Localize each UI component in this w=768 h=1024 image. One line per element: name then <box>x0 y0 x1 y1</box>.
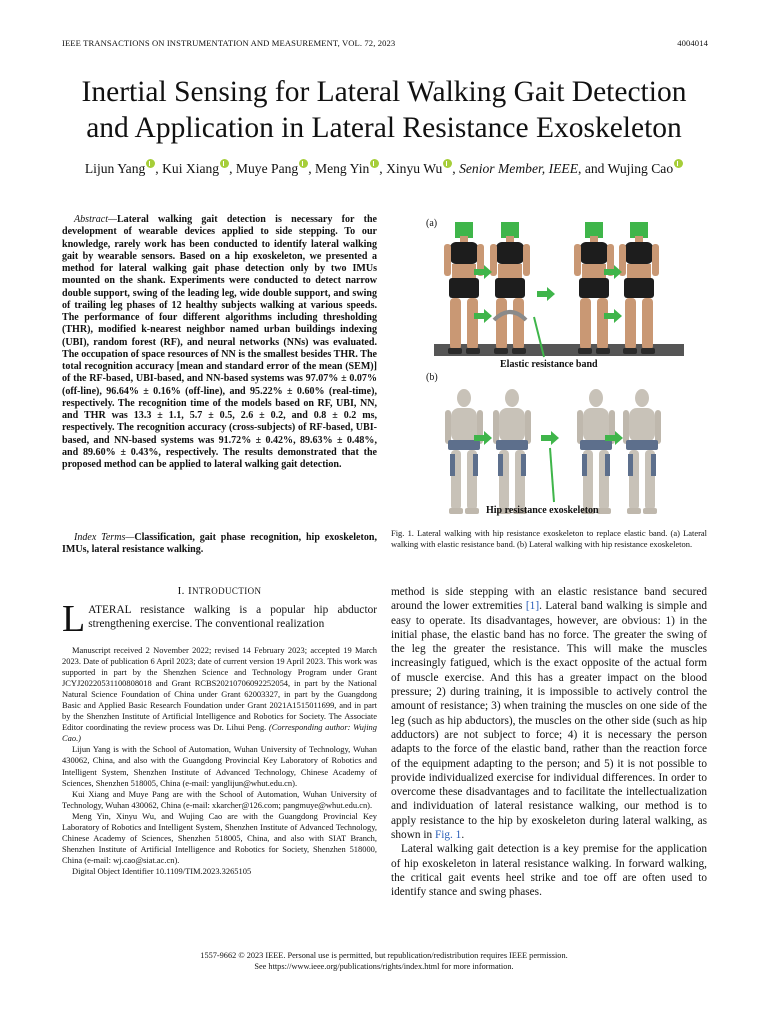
body-paragraph <box>391 585 707 842</box>
author-name: , Muye Pang <box>229 161 299 176</box>
author-name: Lijun Yang <box>84 161 146 176</box>
subject-figure <box>574 222 614 354</box>
exo-pointer <box>550 448 554 502</box>
panel-a-label: (a) <box>426 218 438 229</box>
body-text: . <box>461 829 465 842</box>
footnotes <box>62 645 377 877</box>
elastic-band-label: Elastic resistance band <box>500 359 598 370</box>
abstract <box>62 214 377 471</box>
arrow-icon <box>541 431 559 445</box>
author-name: , and Wujing Cao <box>578 161 674 176</box>
author-separator: , <box>452 161 460 176</box>
rights-line: See https://www.ieee.org/publications/rights/index.html for more information. <box>254 962 514 971</box>
journal-name: IEEE TRANSACTIONS ON INSTRUMENTATION AND MEASUREMENT, VOL. 72, 2023 <box>62 38 396 48</box>
paper-title <box>40 74 728 146</box>
figure-caption: Fig. 1. Lateral walking with hip resistance exoskeleton to replace elastic band. (a) Lateral walking with elastic resistance band. (b) Lateral walking with hip resistance exoskeleton. <box>391 528 707 550</box>
page-number: 4004014 <box>677 38 708 48</box>
exoskeleton-label: Hip resistance exoskeleton <box>486 505 599 516</box>
exoskeleton-mannequin <box>577 389 615 514</box>
author-role: Senior Member, IEEE <box>459 161 579 176</box>
corresponding-author: (Corresponding author: Wujing Cao.) <box>62 722 377 744</box>
body-text: . Lateral band walking is simple and easy to operate. Its disadvantages, however, are obvious: 1) in the initial phase, the elastic band has no force. The greater the swing of the leg the greater the resistance. This will make the muscles increasingly fatigued, which is the exact opposite of the actual form of muscle exercise. And this has a greater impact on the blood pressure; 2) during training, it is impossible to actively control the amount of resistance; 3) when training the muscles on one side of the leg (such as hip abductors), the muscles on the other side (such as hip adductors) are not subject to force; 4) it is necessary the person adapts to the force of the elastic band, rather than the reaction force of the equipment adapting to the person; and 5) it is not possible to provide individualized exercise for individual differences. In order to overcome these disadvantages and to facilitate the intellectualization and individuation of lateral resistance walking, our method is to apply resistance to the hip by exoskeleton during lateral walking, as shown in <box>391 600 707 842</box>
body-paragraph: Lateral walking gait detection is a key premise for the application of hip exoskeleton in lateral resistance walking. In forward walking, the critical gait events heel strike and toe off are often used to identify stance and swing phases. <box>391 843 707 899</box>
exoskeleton-mannequin <box>493 389 531 514</box>
figure-link[interactable]: Fig. 1 <box>434 829 462 842</box>
footnote-affiliation: Meng Yin, Xinyu Wu, and Wujing Cao are with the Guangdong Provincial Key Laboratory of Robotics and Intelligent System, Shenzhen Institute of Advanced Technology, Chinese Academy of Sciences, Shenzhen 518005, China, and also with SIAT Branch, Shenzhen Institute of Artificial Intelligence and Robotics for Society, Shenzhen 518000, China (e-mail: wj.cao@siat.ac.cn). <box>62 810 377 865</box>
orcid-icon[interactable] <box>146 159 155 168</box>
panel-b-label: (b) <box>426 372 438 383</box>
footnote-affiliation: Kui Xiang and Muye Pang are with the School of Automation, Wuhan University of Technology, Wuhan 430062, China (e-mail: xkarcher@126.com; pangmuye@whut.edu.cn). <box>62 788 377 810</box>
running-header <box>62 38 708 52</box>
intro-text: ATERAL resistance walking is a popular hip abductor strengthening exercise. The conventional realization <box>88 604 377 631</box>
section-title: NTRODUCTION <box>192 586 262 596</box>
citation-link[interactable]: [1] <box>525 600 540 613</box>
copyright-line: 1557-9662 © 2023 IEEE. Personal use is permitted, but republication/redistribution requires IEEE permission. <box>200 951 568 960</box>
drop-cap: L <box>62 598 86 640</box>
index-terms-lead: Index Terms— <box>74 532 135 543</box>
intro-paragraph <box>62 598 377 640</box>
orcid-icon[interactable] <box>220 159 229 168</box>
footnote-text: Manuscript received 2 November 2022; revised 14 February 2023; accepted 19 March 2023. Date of publication 6 April 2023; date of current version 19 April 2023. This work was supported in part by the Shenzhen Science and Technology Program under Grant JCYJ20220531100808018 and Grant RCBS20210706092252054, in part by the National Natural Science Foundation of China under Grant 62003327, in part by the Guangdong Basic and Applied Basic Research Foundation under Grant 2021A1515011699, and in part by the Shenzhen Institute of Artificial Intelligence and Robotics for Society. The Associate Editor coordinating the review process was Dr. Lihui Peng. <box>62 645 377 733</box>
author-name: , Xinyu Wu <box>379 161 443 176</box>
author-name: , Meng Yin <box>308 161 370 176</box>
page-footer <box>60 950 708 972</box>
body-text: method is side stepping with an elastic resistance band secured around the lower extremities <box>391 586 707 613</box>
section-number: I. I <box>177 585 193 597</box>
abstract-lead: Abstract— <box>74 214 117 225</box>
index-terms <box>62 532 377 557</box>
figure-1 <box>424 212 694 520</box>
arrow-icon <box>537 287 555 301</box>
orcid-icon[interactable] <box>299 159 308 168</box>
index-terms-text: Classification, gait phase recognition, hip exoskeleton, IMUs, lateral resistance walking. <box>62 532 377 556</box>
orcid-icon[interactable] <box>674 159 683 168</box>
abstract-text: Lateral walking gait detection is necessary for the development of wearable devices applied to side stepping. To our knowledge, rarely work has been conducted to identify lateral walking gait by wearable sensors. Based on a hip exoskeleton, we presented a method for lateral walking gait phase detection only by two IMUs mounted on the shank. Experiments were conducted to detect narrow double support, swing of the leading leg, wide double support, and swing of trailing leg phases of 12 healthy subjects walking at various speeds. The performance of four different algorithms including thresholding (THR), modified k-nearest neighbor named urban buildings indexing (UBI), random forest (RF), and neural networks (NNs) was evaluated. The occupation of space resources of NN is the smallest besides THR. The total recognition accuracy [mean and standard error of the mean (SEM)] of the RF-based, UBI-based, and NN-based systems was 97.07% ± 0.07% (off-line), 96.64% ± 0.16% (off-line), and 95.22% ± 0.60% (real-time), respectively. The recognition time of the models based on RF, UBI, NN, and THR was 13.3 ± 1.1, 5.7 ± 0.5, 2.6 ± 0.2, and 0.8 ± 0.2 ms, respectively. The recognition accuracy (cross-subjects) of RF-based, UBI-based, and NN-based systems was 91.72% ± 0.42%, 89.63% ± 0.48%, and 89.60% ± 0.43%, respectively. The results demonstrated that the proposed method can be applied to lateral walking gait detection. <box>62 214 377 470</box>
section-heading <box>62 585 377 597</box>
author-list <box>30 159 738 178</box>
title-line-2: and Application in Lateral Resistance Exoskeleton <box>86 112 682 144</box>
subject-figure <box>619 222 659 354</box>
orcid-icon[interactable] <box>370 159 379 168</box>
exoskeleton-mannequin <box>445 389 483 514</box>
right-column-body <box>391 585 707 900</box>
orcid-icon[interactable] <box>443 159 452 168</box>
footnote-manuscript <box>62 645 377 744</box>
author-name: , Kui Xiang <box>155 161 220 176</box>
exoskeleton-mannequin <box>623 389 661 514</box>
footnote-doi: Digital Object Identifier 10.1109/TIM.2023.3265105 <box>72 865 252 876</box>
title-line-1: Inertial Sensing for Lateral Walking Gait Detection <box>81 76 687 108</box>
subject-figure <box>444 222 484 354</box>
subject-figure <box>490 222 530 354</box>
footnote-affiliation: Lijun Yang is with the School of Automation, Wuhan University of Technology, Wuhan 430062, China, and also with the Guangdong Provincial Key Laboratory of Robotics and Intelligent System, Shenzhen Institute of Advanced Technology, Chinese Academy of Sciences, Shenzhen 518005, China (e-mail: yanglijun@whut.edu.cn). <box>62 744 377 788</box>
